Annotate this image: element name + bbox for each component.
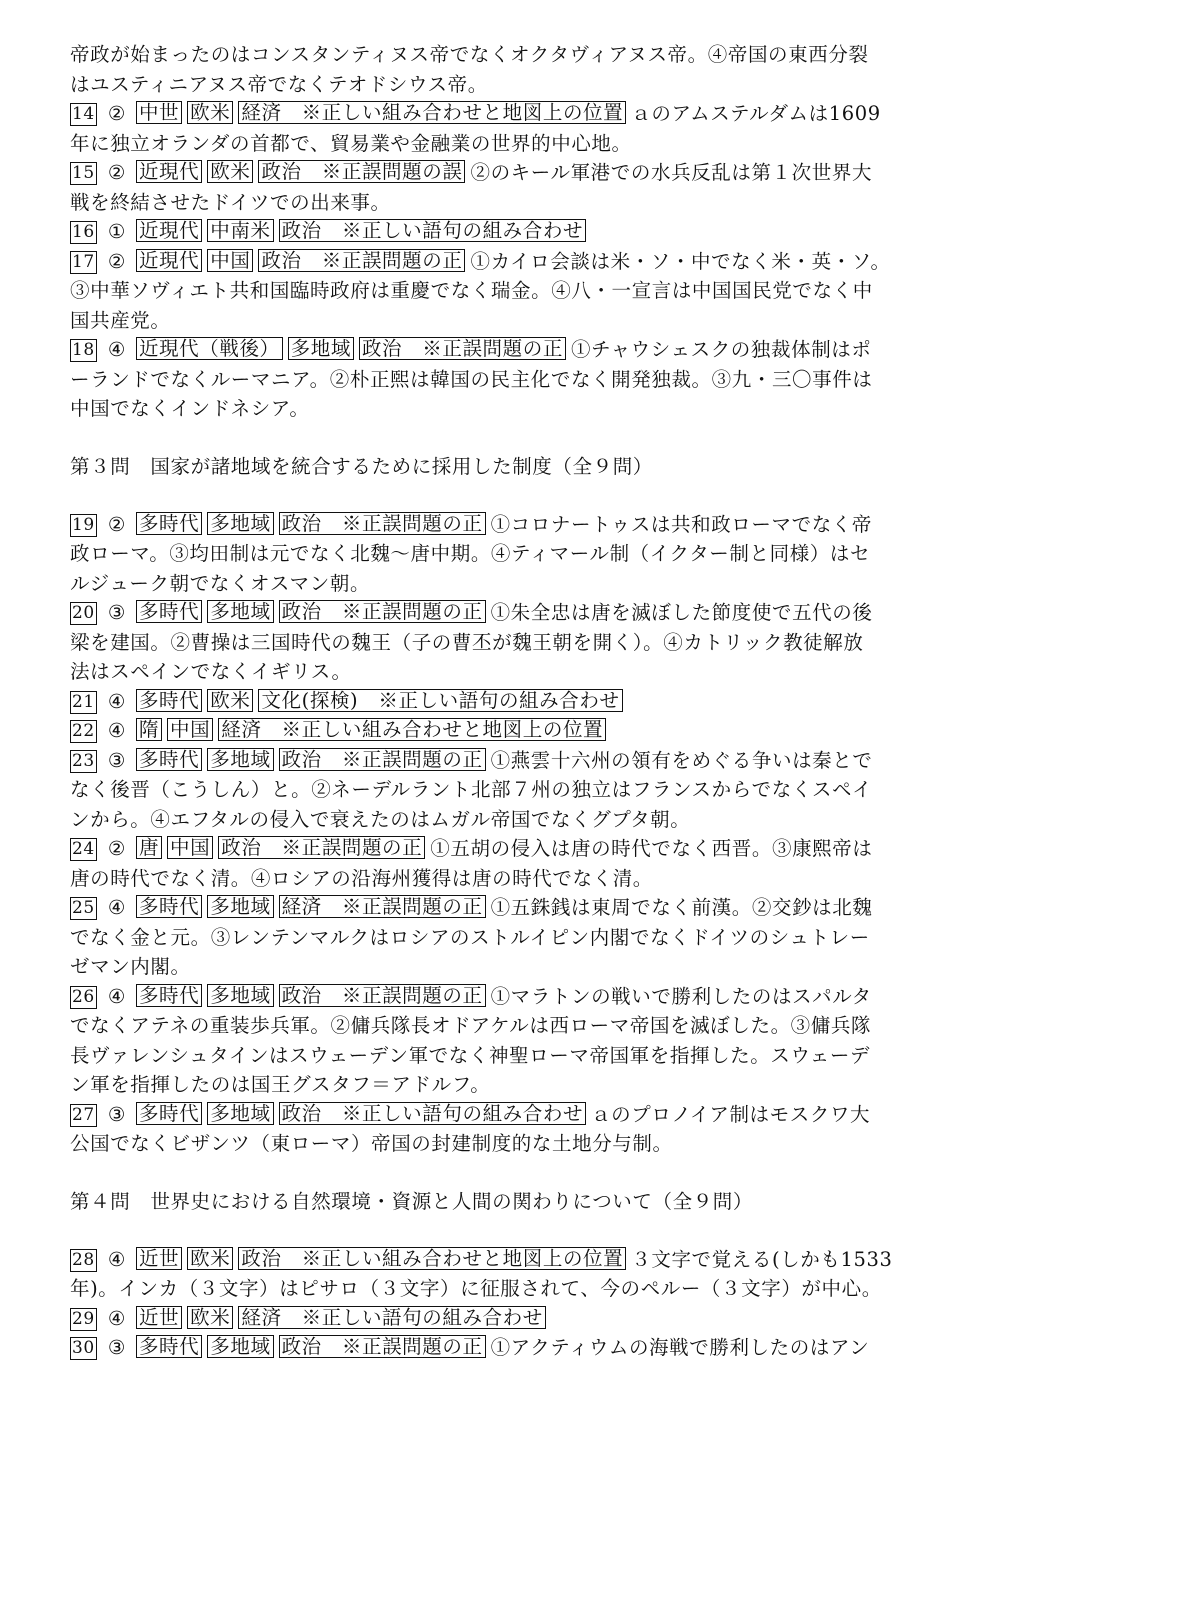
era-tag: 近世 xyxy=(136,1306,182,1329)
era-tag: 唐 xyxy=(136,836,162,859)
answer-16 xyxy=(70,217,932,247)
category-tag: 政治 ※正しい語句の組み合わせ xyxy=(279,219,587,242)
category-tag: 政治 ※正しい語句の組み合わせ xyxy=(279,1102,587,1125)
section-4-title: 第４問 世界史における自然環境・資源と人間の関わりについて（全９問） xyxy=(70,1189,754,1213)
category-tag: 政治 ※正誤問題の正 xyxy=(359,337,566,360)
question-number: 23 xyxy=(72,750,95,771)
era-tag: 多時代 xyxy=(136,748,202,771)
question-number: 15 xyxy=(72,163,95,183)
answer-choice: ④ xyxy=(107,719,126,742)
text-line: 国共産党。 xyxy=(70,308,171,332)
text-line: 戦を終結させたドイツでの出来事。 xyxy=(70,190,391,214)
question-number: 29 xyxy=(72,1308,95,1329)
answer-15 xyxy=(70,158,932,188)
answer-28 xyxy=(70,1245,932,1275)
category-tag: 政治 ※正誤問題の正 xyxy=(279,984,486,1007)
category-tag: 政治 ※正誤問題の正 xyxy=(279,512,486,535)
answer-20 xyxy=(70,598,932,628)
category-tag: 政治 ※正誤問題の正 xyxy=(279,600,486,623)
question-number: 24 xyxy=(72,839,95,859)
explanation-text: ①アクティウムの海戦で勝利したのはアン xyxy=(490,1336,870,1359)
era-tag: 近現代（戦後） xyxy=(136,337,283,360)
answer-29 xyxy=(70,1304,932,1334)
explanation-text: ａのアムステルダムは1609 xyxy=(631,102,881,125)
text-line: はユスティニアヌス帝でなくテオドシウス帝。 xyxy=(70,72,488,96)
answer-19 xyxy=(70,510,932,540)
section-3-title: 第３問 国家が諸地域を統合するために採用した制度（全９問） xyxy=(70,454,653,478)
category-tag: 経済 ※正誤問題の正 xyxy=(279,895,486,918)
region-tag: 欧米 xyxy=(187,1247,233,1270)
text-line: ン軍を指揮したのは国王グスタフ＝アドルフ。 xyxy=(70,1073,491,1096)
region-tag: 欧米 xyxy=(187,101,233,124)
text-line: でなく金と元。③レンテンマルクはロシアのストルイピン内閣でなくドイツのシュトレー xyxy=(70,925,870,949)
era-tag: 近現代 xyxy=(136,249,202,272)
answer-choice: ④ xyxy=(107,338,126,361)
explanation-text: ①カイロ会談は米・ソ・中でなく米・英・ソ。 xyxy=(470,249,891,273)
answer-26 xyxy=(70,982,932,1012)
region-tag: 多地域 xyxy=(207,748,273,771)
explanation-text: ①コロナートゥスは共和政ローマでなく帝 xyxy=(490,512,872,536)
era-tag: 多時代 xyxy=(136,512,202,535)
text-line: ーランドでなくルーマニア。②朴正煕は韓国の民主化でなく開発独裁。③九・三〇事件は xyxy=(70,367,873,391)
category-tag: 政治 ※正誤問題の正 xyxy=(258,249,465,272)
text-line: 唐の時代でなく清。④ロシアの沿海州獲得は唐の時代でなく清。 xyxy=(70,866,653,890)
explanation-text: ②のキール軍港での水兵反乱は第１次世界大 xyxy=(470,161,873,184)
era-tag: 多時代 xyxy=(136,1102,202,1125)
era-tag: 多時代 xyxy=(136,895,202,918)
question-number: 21 xyxy=(72,691,95,712)
text-line: 梁を建国。②曹操は三国時代の魏王（子の曹丕が魏王朝を開く）。④カトリック教徒解放 xyxy=(70,630,864,654)
explanation-text: ①朱全忠は唐を滅ぼした節度使で五代の後 xyxy=(490,601,873,624)
category-tag: 政治 ※正誤問題の誤 xyxy=(258,160,465,183)
answer-21 xyxy=(70,687,932,717)
explanation-text: ①チャウシェスクの独裁体制はポ xyxy=(570,338,872,361)
question-number: 22 xyxy=(72,721,95,741)
answer-choice: ④ xyxy=(107,896,126,919)
answer-22 xyxy=(70,716,932,746)
answer-choice: ④ xyxy=(107,984,126,1008)
answer-choice: ② xyxy=(107,161,126,184)
era-tag: 近現代 xyxy=(136,160,202,183)
text-line: 法はスペインでなくイギリス。 xyxy=(70,660,352,683)
question-number: 14 xyxy=(72,104,95,124)
era-tag: 隋 xyxy=(136,718,162,741)
answer-choice: ④ xyxy=(107,1247,126,1271)
text-line: 長ヴァレンシュタインはスウェーデン軍でなく神聖ローマ帝国軍を指揮した。スウェーデ xyxy=(70,1043,871,1067)
region-tag: 欧米 xyxy=(207,160,253,183)
region-tag: 多地域 xyxy=(207,984,273,1007)
question-number: 30 xyxy=(72,1338,95,1358)
explanation-text: ①燕雲十六州の領有をめぐる争いは秦とで xyxy=(490,748,873,772)
region-tag: 多地域 xyxy=(288,337,354,360)
question-number: 25 xyxy=(72,898,95,918)
text-line: 政ローマ。③均田制は元でなく北魏～唐中期。④ティマール制（イクター制と同様）はセ xyxy=(70,542,871,565)
text-line: ンから。④エフタルの侵入で衰えたのはムガル帝国でなくグプタ朝。 xyxy=(70,807,691,831)
era-tag: 多時代 xyxy=(136,689,202,712)
region-tag: 多地域 xyxy=(207,1335,273,1358)
region-tag: 多地域 xyxy=(207,600,273,623)
answer-18 xyxy=(70,335,932,365)
question-number: 28 xyxy=(72,1249,95,1270)
category-tag: 文化(探検) ※正しい語句の組み合わせ xyxy=(258,689,622,712)
answer-25 xyxy=(70,893,932,923)
answer-choice: ② xyxy=(107,249,126,273)
question-number: 19 xyxy=(72,514,95,535)
explanation-text: ａのプロノイア制はモスクワ大 xyxy=(591,1102,871,1126)
answer-23 xyxy=(70,746,932,776)
era-tag: 近現代 xyxy=(136,219,202,242)
region-tag: 中国 xyxy=(167,836,213,859)
question-number: 26 xyxy=(72,986,95,1007)
answer-choice: ③ xyxy=(107,1102,126,1126)
question-number: 18 xyxy=(72,340,95,360)
category-tag: 経済 ※正しい組み合わせと地図上の位置 xyxy=(218,718,606,741)
explanation-text: ①五銖銭は東周でなく前漢。②交鈔は北魏 xyxy=(490,896,873,919)
text-line: ③中華ソヴィエト共和国臨時政府は重慶でなく瑞金。④八・一宣言は中国国民党でなく中 xyxy=(70,279,873,302)
answer-choice: ③ xyxy=(107,601,126,624)
region-tag: 多地域 xyxy=(207,1102,273,1125)
explanation-text: ３文字で覚える(しかも1533 xyxy=(631,1247,893,1271)
text-line: ルジューク朝でなくオスマン朝。 xyxy=(70,571,371,595)
region-tag: 欧米 xyxy=(207,689,253,712)
category-tag: 政治 ※正誤問題の正 xyxy=(218,836,425,859)
answer-choice: ① xyxy=(107,220,126,243)
region-tag: 中国 xyxy=(167,718,213,741)
answer-14 xyxy=(70,99,932,129)
region-tag: 欧米 xyxy=(187,1306,233,1329)
category-tag: 政治 ※正誤問題の正 xyxy=(279,1335,486,1358)
era-tag: 多時代 xyxy=(136,600,202,623)
category-tag: 経済 ※正しい組み合わせと地図上の位置 xyxy=(238,101,626,124)
text-line: 年に独立オランダの首都で、貿易業や金融業の世界的中心地。 xyxy=(70,131,632,155)
text-line: ゼマン内閣。 xyxy=(70,955,191,978)
category-tag: 政治 ※正誤問題の正 xyxy=(279,748,486,771)
text-line: 年)。インカ（３文字）はピサロ（３文字）に征服されて、今のペルー（３文字）が中心。 xyxy=(70,1277,882,1300)
answer-17 xyxy=(70,247,932,277)
question-number: 20 xyxy=(72,603,95,623)
text-line: 帝政が始まったのはコンスタンティヌス帝でなくオクタヴィアヌス帝。④帝国の東西分裂 xyxy=(70,43,869,66)
era-tag: 近世 xyxy=(136,1247,182,1270)
question-number: 17 xyxy=(72,251,95,272)
region-tag: 多地域 xyxy=(207,895,273,918)
answer-choice: ③ xyxy=(107,1336,126,1359)
text-line: でなくアテネの重装歩兵軍。②傭兵隊長オドアケルは西ローマ帝国を滅ぼした。③傭兵隊 xyxy=(70,1014,872,1037)
question-number: 16 xyxy=(72,222,95,242)
answer-choice: ③ xyxy=(107,748,126,772)
answer-choice: ④ xyxy=(107,1306,126,1330)
text-line: なく後晋（こうしん）と。②ネーデルラント北部７州の独立はフランスからでなくスペイ xyxy=(70,778,873,801)
region-tag: 中国 xyxy=(207,249,253,272)
answer-27 xyxy=(70,1100,932,1130)
explanation-text: ①マラトンの戦いで勝利したのはスパルタ xyxy=(490,984,872,1008)
explanation-text: ①五胡の侵入は唐の時代でなく西晋。③康熙帝は xyxy=(430,837,873,860)
answer-30 xyxy=(70,1333,932,1363)
answer-choice: ② xyxy=(107,837,126,860)
question-number: 27 xyxy=(72,1104,95,1125)
answer-choice: ② xyxy=(107,102,126,125)
text-line: 中国でなくインドネシア。 xyxy=(70,397,310,420)
answer-choice: ④ xyxy=(107,689,126,713)
answer-choice: ② xyxy=(107,512,126,536)
region-tag: 多地域 xyxy=(207,512,273,535)
text-line: 公国でなくビザンツ（東ローマ）帝国の封建制度的な土地分与制。 xyxy=(70,1132,673,1155)
category-tag: 経済 ※正しい語句の組み合わせ xyxy=(238,1306,546,1329)
region-tag: 中南米 xyxy=(207,219,273,242)
era-tag: 多時代 xyxy=(136,984,202,1007)
era-tag: 多時代 xyxy=(136,1335,202,1358)
category-tag: 政治 ※正しい組み合わせと地図上の位置 xyxy=(238,1247,626,1270)
answer-24 xyxy=(70,834,932,864)
era-tag: 中世 xyxy=(136,101,182,124)
